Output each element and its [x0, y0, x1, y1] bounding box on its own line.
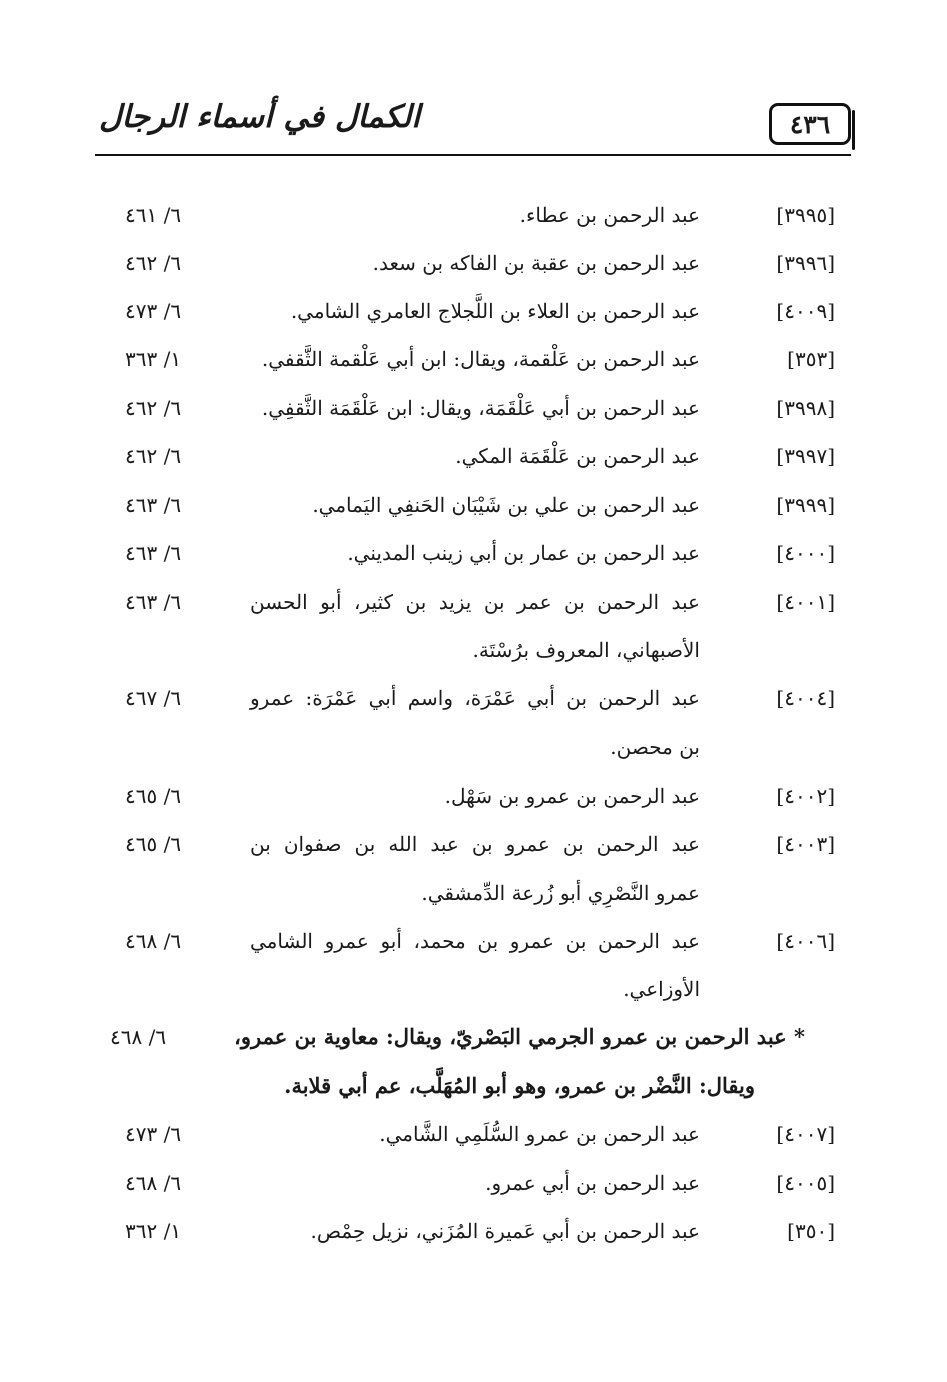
- entry-reference: ٦/ ٤٦٢: [125, 444, 182, 468]
- entry-number: [٤٠٠٣]: [776, 832, 835, 856]
- entry-number: [٣٩٩٦]: [776, 251, 835, 275]
- entry-text: عبد الرحمن بن عمرو السُّلَمِي الشَّامي.: [379, 1122, 700, 1146]
- entry-text: عبد الرحمن بن أبي عَمْرَة، واسم أبي عَمْرَة: عمرو: [250, 686, 700, 710]
- entry-text: عبد الرحمن بن العلاء بن اللَّجلاج العامري الشامي.: [290, 299, 700, 323]
- entry-reference: ٦/ ٤٦١: [125, 203, 182, 227]
- entry-text: عبد الرحمن بن أبي عمرو.: [485, 1171, 700, 1195]
- entry-number: [٤٠٠٠]: [776, 541, 835, 565]
- entry-reference: ٦/ ٤٧٣: [125, 1122, 182, 1146]
- entry-number: [٣٩٩٨]: [776, 396, 835, 420]
- entry-text: عبد الرحمن بن عمرو بن عبد الله بن صفوان بن: [250, 832, 700, 856]
- entry-reference: ٦/ ٤٦٢: [125, 396, 182, 420]
- entry-reference: ٦/ ٤٦٣: [125, 493, 182, 517]
- entry-text: عمرو النَّصْرِي أبو زُرعة الدِّمشقي.: [421, 881, 700, 905]
- entry-reference: ١/ ٣٦٣: [125, 347, 182, 371]
- entry-text: بن محصن.: [610, 735, 700, 759]
- entry-number: [٤٠٠٩]: [776, 299, 835, 323]
- entry-text: عبد الرحمن بن أبي عَلْقَمَة، ويقال: ابن عَلْقَمَة الثَّقفِي.: [261, 396, 700, 420]
- entry-number: [٤٠٠٤]: [776, 686, 835, 710]
- entry-text: عبد الرحمن بن عمرو بن سَهْل.: [444, 784, 700, 808]
- entry-reference: ٦/ ٤٦٣: [125, 541, 182, 565]
- entry-text: عبد الرحمن بن عطاء.: [519, 203, 700, 227]
- entry-number: [٣٩٩٧]: [776, 444, 835, 468]
- entry-number: [٣٥٣]: [787, 347, 835, 371]
- entry-number: [٣٩٩٩]: [776, 493, 835, 517]
- entry-text: عبد الرحمن بن أبي عَميرة المُزَني، نزيل حِمْص.: [310, 1219, 700, 1243]
- entry-text: عبد الرحمن بن علي بن شَيْبَان الحَنفِي اليَمامي.: [312, 493, 700, 517]
- entry-number: [٤٠٠٥]: [776, 1171, 835, 1195]
- entry-text: عبد الرحمن بن عمرو بن محمد، أبو عمرو الشامي: [250, 929, 700, 953]
- entry-reference: ٦/ ٤٧٣: [125, 299, 182, 323]
- entry-text: عبد الرحمن بن عقبة بن الفاكه بن سعد.: [372, 251, 700, 275]
- entry-number: [٤٠٠٢]: [776, 784, 835, 808]
- running-head-title: الكمال في أسماء الرجال: [99, 99, 420, 135]
- entry-text: الأوزاعي.: [623, 977, 700, 1001]
- entry-reference: ١/ ٣٦٢: [125, 1219, 182, 1243]
- entry-text: عبد الرحمن بن عمر بن يزيد بن كثير، أبو الحسن: [250, 590, 700, 614]
- entry-text: عبد الرحمن بن عمار بن أبي زينب المديني.: [347, 541, 700, 565]
- entry-text: الأصبهاني، المعروف برُسْتَة.: [472, 638, 700, 662]
- starred-entry-text: ويقال: النَّضْر بن عمرو، وهو أبو المُهَلَّب، عم أبي قلابة.: [284, 1073, 755, 1098]
- page-number: ٤٣٦: [769, 103, 851, 145]
- entry-number: [٣٥٠]: [787, 1219, 835, 1243]
- starred-entry-text: * عبد الرحمن بن عمرو الجرمي البَصْريّ، ويقال: معاوية بن عمرو،: [234, 1024, 805, 1049]
- entry-text: عبد الرحمن بن عَلْقَمَة المكي.: [455, 444, 700, 468]
- entry-reference: ٦/ ٤٦٧: [125, 686, 182, 710]
- entry-reference: ٦/ ٤٦٣: [125, 590, 182, 614]
- entry-number: [٤٠٠٦]: [776, 929, 835, 953]
- entry-reference: ٦/ ٤٦٨: [125, 929, 182, 953]
- entry-reference: ٦/ ٤٦٥: [125, 832, 182, 856]
- starred-entry-reference: ٦/ ٤٦٨: [110, 1025, 167, 1049]
- entry-reference: ٦/ ٤٦٢: [125, 251, 182, 275]
- entry-number: [٣٩٩٥]: [776, 203, 835, 227]
- entry-number: [٤٠٠٧]: [776, 1122, 835, 1146]
- entry-reference: ٦/ ٤٦٥: [125, 784, 182, 808]
- entry-reference: ٦/ ٤٦٨: [125, 1171, 182, 1195]
- entry-text: عبد الرحمن بن عَلْقمة، ويقال: ابن أبي عَلْقمة الثَّقفي.: [261, 347, 700, 371]
- entry-number: [٤٠٠١]: [776, 590, 835, 614]
